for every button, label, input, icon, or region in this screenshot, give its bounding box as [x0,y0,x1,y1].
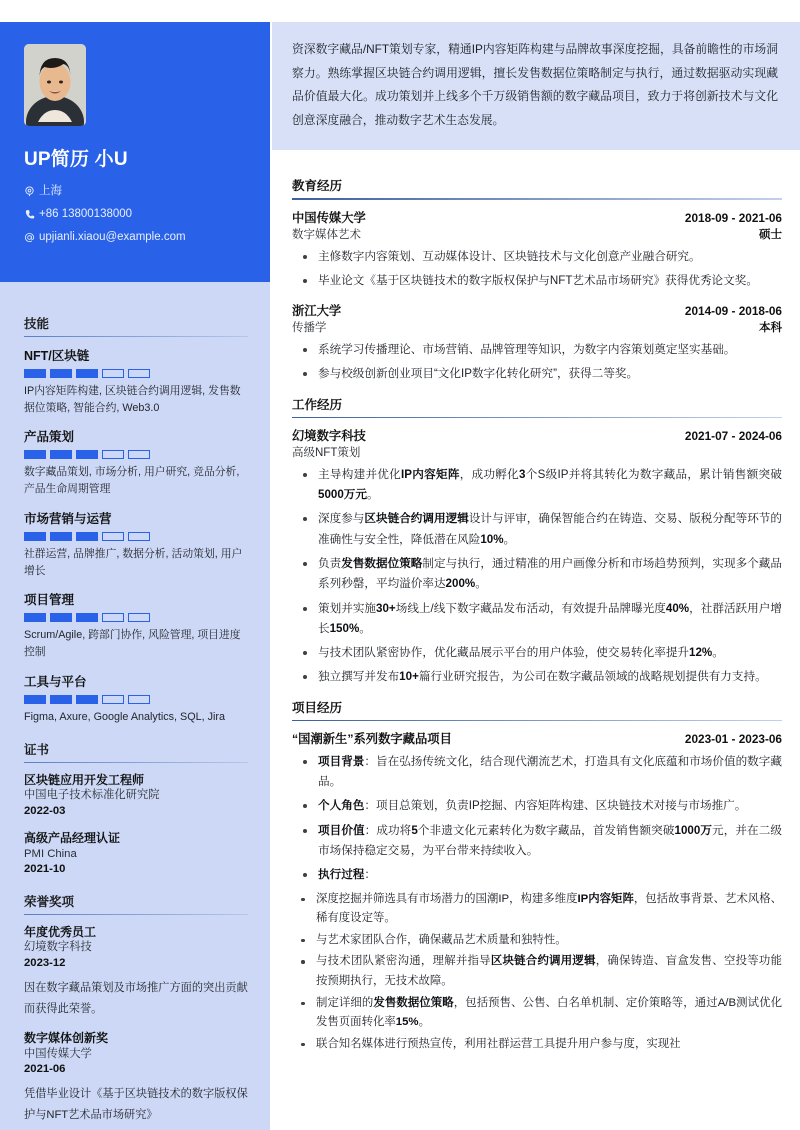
profile-name: UP简历 小U [24,149,128,170]
main-content [272,0,800,1130]
award-date: 2021-06 [24,1063,66,1076]
award-issuer: 中国传媒大学 [24,1047,92,1060]
award-issuer: 幻境数字科技 [24,941,92,954]
school-name: 中国传媒大学 [292,210,366,225]
job-role: 高级NFT策划 [292,446,361,459]
contact-phone-text: +86 13800138000 [39,207,133,220]
project-name: “国潮新生”系列数字藏品项目 [292,731,452,746]
project-item [292,729,782,1055]
work-section-title: 工作经历 [292,397,343,412]
work-bullets [292,465,782,688]
list-item: 与技术团队紧密沟通，理解并指导区块链合约调用逻辑，确保铸造、盲盒发售、空投等功能按预期执行，无技术故障。 [292,952,782,991]
award-name: 数字媒体创新奖 [24,1031,109,1046]
list-item: 毕业论文《基于区块链技术的数字版权保护与NFT艺术品市场研究》获得优秀论文奖。 [292,271,782,291]
work-item [292,426,782,688]
skill-name: 工具与平台 [24,674,87,689]
skill-level-bars [24,613,248,622]
skill-item [24,509,248,579]
school-date: 2018-09 - 2021-06 [684,210,782,225]
list-item: 深度参与区块链合约调用逻辑设计与评审，确保智能合约在铸造、交易、版税分配等环节的准确性与安全性，降低潜在风险10%。 [292,509,782,550]
skill-description: Scrum/Agile, 跨部门协作, 风险管理, 项目进度控制 [24,629,241,659]
education-bullets [292,247,782,292]
projects-divider [292,720,782,721]
list-item: 与技术团队紧密协作，优化藏品展示平台的用户体验，使交易转化率提升12%。 [292,643,782,663]
awards-divider [24,914,248,915]
project-bullets [292,752,782,886]
skill-item [24,346,248,416]
award-description: 凭借毕业设计《基于区块链技术的数字版权保护与NFT艺术品市场研究》 [24,1088,248,1122]
list-item: 独立撰写并发布10+篇行业研究报告，为公司在数字藏品领域的战略规划提供有力支持。 [292,667,782,687]
skills-divider [24,336,248,337]
contact-list [24,185,248,244]
project-sub-bullets [292,890,782,1055]
sidebar-header [0,22,270,282]
certificate-issuer: PMI China [24,847,77,860]
list-item: 深度挖掘并筛选具有市场潜力的国潮IP，构建多维度IP内容矩阵，包括故事背景、艺术风格、稀有度设定等。 [292,890,782,929]
list-item: 策划并实施30+场线上/线下数字藏品发布活动，有效提升品牌曝光度40%，社群活跃用户增长150%。 [292,599,782,640]
list-item: 项目价值：成功将5个非遗文化元素转化为数字藏品，首发销售额突破1000万元，并在二级市场保持稳定交易，为平台带来持续收入。 [292,821,782,862]
section-projects [292,698,782,1055]
award-item [24,924,248,1019]
list-item: 个人角色：项目总策划，负责IP挖掘、内容矩阵构建、区块链技术对接与市场推广。 [292,796,782,816]
skill-item [24,427,248,497]
skill-description: IP内容矩阵构建, 区块链合约调用逻辑, 发售数据位策略, 智能合约, Web3.0 [24,385,241,414]
company-date: 2021-07 - 2024-06 [684,428,782,443]
skill-description: Figma, Axure, Google Analytics, SQL, Jira [24,710,226,723]
contact-location [24,185,248,199]
skill-level-bars [24,532,248,541]
skill-description: 社群运营, 品牌推广, 数据分析, 活动策划, 用户增长 [24,547,243,577]
certificate-item [24,830,248,878]
list-item: 主导构建并优化IP内容矩阵，成功孵化3个S级IP并将其转化为数字藏品，累计销售额突破5000万元。 [292,465,782,506]
skill-name: 产品策划 [24,430,75,445]
main-sections [272,150,800,1054]
skill-item [24,672,248,726]
education-item [292,301,782,385]
sidebar [0,22,270,1130]
list-item: 主修数字内容策划、互动媒体设计、区块链技术与文化创意产业融合研究。 [292,247,782,267]
education-divider [292,198,782,199]
contact-location-text: 上海 [39,185,62,197]
list-item: 制定详细的发售数据位策略，包括预售、公售、白名单机制、定价策略等，通过A/B测试优化发售页面转化率15%。 [292,994,782,1033]
skill-level-bars [24,369,248,378]
profile-summary: 资深数字藏品/NFT策划专家，精通IP内容矩阵构建与品牌故事深度挖掘，具备前瞻性的市场洞察力。熟练掌握区块链合约调用逻辑，擅长发售数据位策略制定与执行，通过数据驱动实现藏品价值最大化。成功策划并上线多个千万级销售额的数字藏品项目，致力于将创新技术与文化创意深度融合，推动数字艺术生态发展。 [272,22,800,150]
education-bullets [292,340,782,385]
school-name: 浙江大学 [292,304,342,319]
school-major: 数字媒体艺术 [292,228,361,241]
skill-description: 数字藏品策划, 市场分析, 用户研究, 竞品分析, 产品生命周期管理 [24,466,240,496]
project-date: 2023-01 - 2023-06 [684,731,782,746]
contact-phone [24,208,248,222]
skills-section-title: 技能 [24,317,50,331]
contact-email-text: upjianli.xiaou@example.com [39,230,186,243]
skill-level-bars [24,450,248,459]
award-name: 年度优秀员工 [24,925,97,940]
school-date: 2014-09 - 2018-06 [684,304,782,319]
list-item: 负责发售数据位策略制定与执行，通过精准的用户画像分析和市场趋势预判，实现多个藏品系列秒罄，平均溢价率达200%。 [292,554,782,595]
list-item: 参与校级创新创业项目“文化IP数字化转化研究”，获得二等奖。 [292,364,782,384]
avatar [24,44,86,126]
location-pin-icon [24,186,39,197]
skill-name: 市场营销与运营 [24,511,112,526]
skill-item [24,590,248,660]
list-item: 系统学习传播理论、市场营销、品牌管理等知识，为数字内容策划奠定坚实基础。 [292,340,782,360]
awards-section-title: 荣誉奖项 [24,895,75,910]
company-name: 幻境数字科技 [292,428,366,443]
award-date: 2023-12 [24,957,66,970]
skill-name: NFT/区块链 [24,349,90,363]
section-work-experience [292,395,782,688]
certificate-date: 2022-03 [24,804,66,817]
school-degree: 硕士 [759,228,782,241]
work-divider [292,417,782,418]
phone-icon [24,209,39,220]
list-item: 与艺术家团队合作，确保藏品艺术质量和独特性。 [292,931,782,951]
sidebar-body [0,282,270,1126]
education-section-title: 教育经历 [292,179,343,194]
skill-name: 项目管理 [24,593,75,608]
certificate-issuer: 中国电子技术标准化研究院 [24,788,160,801]
certificate-item [24,772,248,820]
list-item: 执行过程： [292,865,782,885]
certificates-section-title: 证书 [24,742,50,757]
school-major: 传播学 [292,322,327,335]
school-degree: 本科 [759,322,782,335]
projects-section-title: 项目经历 [292,700,343,715]
list-item: 联合知名媒体进行预热宣传，利用社群运营工具提升用户参与度，实现社 [292,1035,782,1055]
skill-level-bars [24,695,248,704]
section-education [292,176,782,384]
education-item [292,208,782,292]
contact-email [24,231,248,245]
certificates-divider [24,762,248,763]
list-item: 项目背景：旨在弘扬传统文化，结合现代潮流艺术，打造具有文化底蕴和市场价值的数字藏品。 [292,752,782,793]
certificate-name: 区块链应用开发工程师 [24,772,145,787]
certificate-date: 2021-10 [24,863,66,876]
award-description: 因在数字藏品策划及市场推广方面的突出贡献而获得此荣誉。 [24,982,248,1015]
at-email-icon [24,232,39,243]
award-item [24,1030,248,1125]
certificate-name: 高级产品经理认证 [24,831,121,846]
